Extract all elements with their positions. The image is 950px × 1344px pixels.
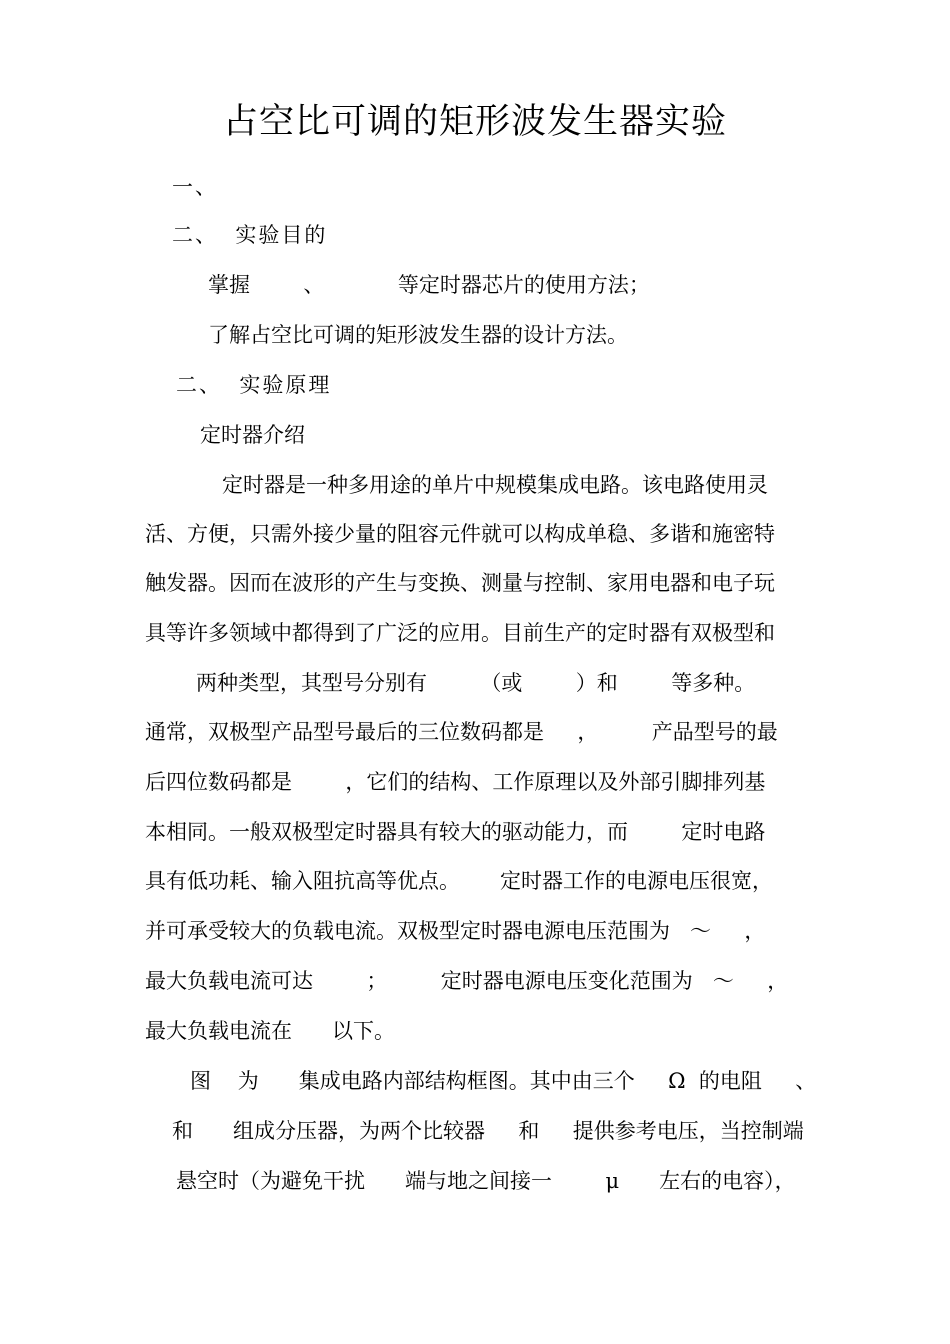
objective-line-1: 掌握 、 等定时器芯片的使用方法； [208, 273, 650, 297]
paragraph-line: 两种类型，其型号分别有 （或 ）和 等多种。 [196, 671, 756, 695]
document-title: 占空比可调的矩形波发生器实验 [222, 102, 727, 142]
section-principle-heading: 二、 实验原理 [176, 373, 332, 397]
paragraph-line: 本相同。一般双极型定时器具有较大的驱动能力，而 定时电路 [145, 820, 766, 844]
subsection-timer-intro: 定时器介绍 [200, 423, 305, 447]
paragraph-line: 最大负载电流在 以下。 [145, 1019, 396, 1043]
paragraph-line: 和 组成分压器，为两个比较器 和 提供参考电压，当控制端 [172, 1119, 804, 1143]
section-objective-heading: 二、 实验目的 [172, 223, 328, 247]
paragraph-line: 后四位数码都是 ，它们的结构、工作原理以及外部引脚排列基 [145, 770, 766, 794]
paragraph-line: 定时器是一种多用途的单片中规模集成电路。该电路使用灵 [222, 473, 768, 497]
paragraph-line: 图 为 集成电路内部结构框图。其中由三个 Ω 的电阻 、 [190, 1069, 817, 1093]
objective-line-2: 了解占空比可调的矩形波发生器的设计方法。 [208, 323, 628, 347]
paragraph-line: 活、方便，只需外接少量的阻容元件就可以构成单稳、多谐和施密特 [145, 522, 775, 546]
paragraph-line: 并可承受较大的负载电流。双极型定时器电源电压范围为 ～ ， [145, 919, 766, 943]
section-one-heading: 一、 [172, 175, 218, 199]
paragraph-line: 具等许多领域中都得到了广泛的应用。目前生产的定时器有双极型和 [145, 621, 775, 645]
paragraph-line: 悬空时（为避免干扰 端与地之间接一 μ 左右的电容）， [176, 1169, 796, 1193]
paragraph-line: 最大负载电流可达 ； 定时器电源电压变化范围为 ～ ， [145, 969, 789, 993]
paragraph-line: 触发器。因而在波形的产生与变换、测量与控制、家用电器和电子玩 [145, 571, 775, 595]
paragraph-line: 通常，双极型产品型号最后的三位数码都是 ， 产品型号的最 [145, 720, 778, 744]
paragraph-line: 具有低功耗、输入阻抗高等优点。 定时器工作的电源电压很宽， [145, 869, 774, 893]
